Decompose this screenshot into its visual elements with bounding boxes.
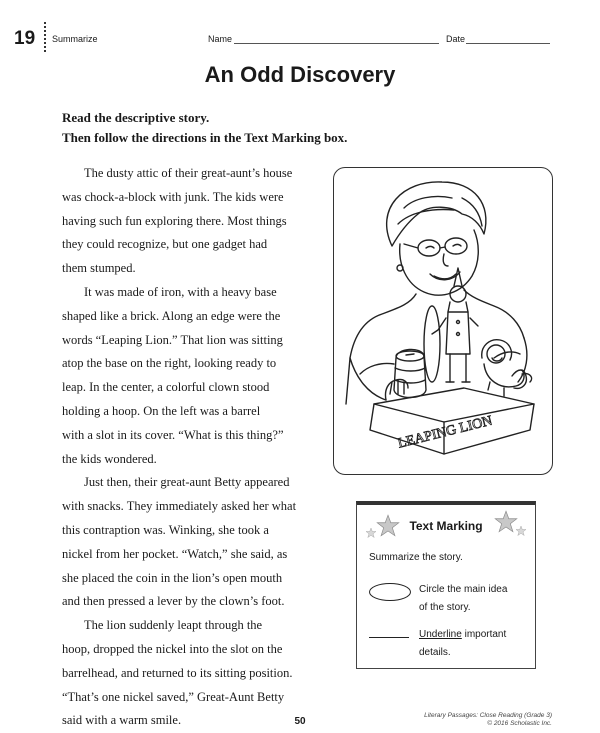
story-line: The dusty attic of their great-aunt’s house — [84, 166, 293, 180]
name-field[interactable] — [234, 43, 439, 44]
hair-shape — [387, 182, 486, 246]
story-line: barrelhead, and returned to its sitting position. — [62, 665, 293, 680]
worksheet-header — [0, 22, 600, 52]
lesson-number: 19 — [14, 28, 36, 49]
story-line: words “Leaping Lion.” That lion was sitting — [62, 332, 283, 347]
story-line: holding a hoop. On the left was a barrel — [62, 403, 261, 418]
story-line: leap. In the center, a colorful clown stood — [62, 380, 270, 395]
story-line: was chock-a-block with junk. The kids were — [62, 189, 284, 204]
underline-instruction — [419, 626, 506, 662]
glasses-left — [418, 240, 440, 256]
story-line: “That’s one nickel saved,” Great-Aunt Betty — [62, 689, 285, 704]
story-line: them stumped. — [62, 261, 136, 276]
story-line: with a slot in its cover. “What is this thing?” — [62, 427, 284, 442]
credit-line-1: Literary Passages: Close Reading (Grade 3) — [424, 712, 552, 719]
story-line: said with a warm smile. — [62, 713, 182, 728]
date-label: Date — [446, 34, 466, 44]
story-line: the kids wondered. — [62, 451, 157, 466]
story-line: The lion suddenly leapt through the — [84, 618, 263, 633]
underline-instruction-line-2: details. — [419, 647, 451, 658]
barrel — [394, 349, 426, 397]
directions-line-2: Then follow the directions in the Text Marking box. — [62, 130, 348, 145]
publisher-credit — [424, 712, 552, 728]
face-outline — [400, 230, 479, 295]
underline-word: Underline — [419, 629, 462, 640]
story-line: she placed the coin in the lion’s open mouth — [62, 570, 283, 585]
story-line: with snacks. They immediately asked her what — [62, 499, 297, 514]
text-marking-title: Text Marking — [409, 519, 483, 533]
directions-line-1: Read the descriptive story. — [62, 110, 210, 125]
story-line: and then pressed a lever by the clown’s foot. — [62, 594, 285, 609]
story-text — [62, 162, 332, 733]
dotted-divider — [44, 22, 46, 52]
base-lettering: LEAPING LION — [396, 413, 494, 452]
circle-instruction-line-1: Circle the main idea — [419, 584, 508, 595]
credit-line-2: © 2016 Scholastic Inc. — [487, 720, 552, 727]
story-line: It was made of iron, with a heavy base — [84, 284, 277, 299]
directions — [62, 108, 347, 148]
name-label: Name — [208, 34, 233, 44]
page-number: 50 — [294, 716, 306, 727]
circle-instruction — [419, 581, 507, 617]
page-title: An Odd Discovery — [204, 62, 396, 87]
underline-rest: important — [461, 629, 507, 640]
date-field[interactable] — [466, 43, 550, 44]
circle-symbol — [369, 583, 411, 601]
text-marking-instruction: Summarize the story. — [369, 552, 463, 563]
story-line: this contraption was. Winking, she took a — [62, 522, 269, 537]
illustration-great-aunt-and-bank — [334, 168, 552, 474]
hoop — [424, 306, 440, 382]
story-line: hoop, dropped the nickel into the slot on the — [62, 641, 283, 656]
story-line: shaped like a brick. Along an edge were the — [62, 308, 281, 323]
story-line: having such fun exploring there. Most things — [62, 213, 287, 228]
topic-label: Summarize — [52, 34, 98, 44]
story-line: atop the base on the right, looking ready to — [62, 356, 277, 371]
story-line: nickel from her pocket. “Watch,” she said, as — [62, 546, 288, 561]
story-line: Just then, their great-aunt Betty appeared — [84, 475, 290, 490]
underline-symbol — [369, 637, 409, 638]
illustration-frame — [333, 167, 553, 475]
story-line: they could recognize, but one gadget had — [62, 237, 268, 252]
text-marking-box — [356, 501, 536, 669]
circle-instruction-line-2: of the story. — [419, 602, 471, 613]
